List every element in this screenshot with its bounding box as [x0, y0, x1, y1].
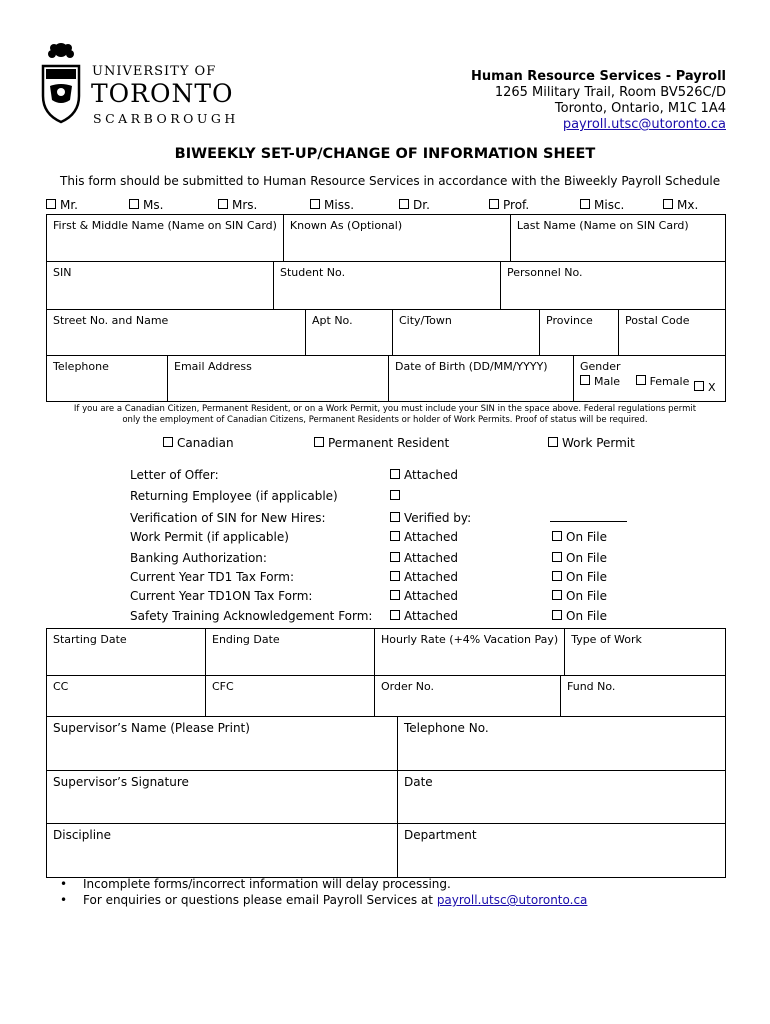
- supervisor-name-field[interactable]: Supervisor’s Name (Please Print): [47, 717, 398, 771]
- header-department: Human Resource Services - Payroll: [471, 69, 726, 84]
- sin-notice-line-2: only the employment of Canadian Citizens, Permanent Residents or holder of Work Permits. Proof of status will be required.: [122, 415, 648, 425]
- logo-text-toronto: TORONTO: [91, 79, 234, 108]
- salutation-dr[interactable]: Dr.: [399, 198, 430, 212]
- checkbox-icon[interactable]: [218, 199, 228, 209]
- salutation-prof[interactable]: Prof.: [489, 198, 529, 212]
- cfc-field[interactable]: CFC: [206, 676, 375, 717]
- doc-option-on-file[interactable]: On File: [552, 530, 607, 544]
- gender-male-option[interactable]: Male: [580, 375, 620, 388]
- personal-info-row-2: [46, 261, 726, 310]
- cc-field[interactable]: CC: [47, 676, 206, 717]
- doc-option-on-file[interactable]: On File: [552, 589, 607, 603]
- personal-info-row-1: [46, 214, 726, 262]
- first-middle-name-field[interactable]: First & Middle Name (Name on SIN Card): [47, 215, 284, 262]
- checkbox-icon[interactable]: [390, 512, 400, 522]
- doc-label-banking: Banking Authorization:: [130, 551, 267, 565]
- checkbox-icon[interactable]: [663, 199, 673, 209]
- salutation-miss[interactable]: Miss.: [310, 198, 354, 212]
- doc-option-on-file[interactable]: On File: [552, 570, 607, 584]
- supervisor-signature-field[interactable]: Supervisor’s Signature: [47, 771, 398, 824]
- checkbox-icon[interactable]: [390, 490, 400, 500]
- footer-note-2: [83, 893, 587, 907]
- doc-option-attached[interactable]: Attached: [390, 589, 458, 603]
- province-field[interactable]: Province: [540, 310, 619, 356]
- doc-option-on-file[interactable]: On File: [552, 609, 607, 623]
- street-field[interactable]: Street No. and Name: [47, 310, 306, 356]
- discipline-field[interactable]: Discipline: [47, 824, 398, 878]
- status-permanent-resident[interactable]: Permanent Resident: [314, 436, 449, 450]
- checkbox-icon[interactable]: [552, 552, 562, 562]
- logo-text-university-of: UNIVERSITY OF: [92, 64, 217, 79]
- employment-row-1: [46, 628, 726, 676]
- email-field[interactable]: Email Address: [168, 356, 389, 402]
- checkbox-icon[interactable]: [310, 199, 320, 209]
- checkbox-icon[interactable]: [636, 375, 646, 385]
- employment-row-2: [46, 675, 726, 717]
- header-address-2: Toronto, Ontario, M1C 1A4: [554, 101, 726, 116]
- doc-option-attached[interactable]: Attached: [390, 530, 458, 544]
- checkbox-icon[interactable]: [580, 375, 590, 385]
- type-of-work-field[interactable]: Type of Work: [565, 629, 726, 676]
- checkbox-icon[interactable]: [399, 199, 409, 209]
- header-email-link[interactable]: payroll.utsc@utoronto.ca: [562, 117, 726, 132]
- checkbox-icon[interactable]: [390, 469, 400, 479]
- checkbox-icon[interactable]: [390, 531, 400, 541]
- footer-email-link[interactable]: payroll.utsc@utoronto.ca: [436, 893, 588, 907]
- salutation-mrs[interactable]: Mrs.: [218, 198, 257, 212]
- checkbox-icon[interactable]: [552, 571, 562, 581]
- city-field[interactable]: City/Town: [393, 310, 540, 356]
- salutation-mx[interactable]: Mx.: [663, 198, 698, 212]
- ending-date-field[interactable]: Ending Date: [206, 629, 375, 676]
- doc-option-returning[interactable]: [390, 489, 404, 503]
- doc-label-returning-employee: Returning Employee (if applicable): [130, 489, 338, 503]
- checkbox-icon[interactable]: [390, 610, 400, 620]
- doc-option-verified-by[interactable]: Verified by:: [390, 511, 471, 525]
- date-field[interactable]: Date: [398, 771, 726, 824]
- doc-label-letter-of-offer: Letter of Offer:: [130, 468, 219, 482]
- sin-field[interactable]: SIN: [47, 262, 274, 310]
- doc-option-attached[interactable]: Attached: [390, 609, 458, 623]
- supervisor-telephone-field[interactable]: Telephone No.: [398, 717, 726, 771]
- date-of-birth-field[interactable]: Date of Birth (DD/MM/YYYY): [389, 356, 574, 402]
- checkbox-icon[interactable]: [390, 552, 400, 562]
- supervisor-table: [46, 716, 726, 878]
- header-address-1: 1265 Military Trail, Room BV526C/D: [494, 85, 726, 100]
- salutation-mr[interactable]: Mr.: [46, 198, 78, 212]
- footer-note-2-text: For enquiries or questions please email Payroll Services at: [83, 893, 437, 907]
- status-work-permit[interactable]: Work Permit: [548, 436, 635, 450]
- checkbox-icon[interactable]: [694, 381, 704, 391]
- checkbox-icon[interactable]: [390, 571, 400, 581]
- doc-label-td1: Current Year TD1 Tax Form:: [130, 570, 295, 584]
- doc-label-work-permit: Work Permit (if applicable): [130, 530, 289, 544]
- gender-label: Gender: [580, 360, 621, 373]
- bullet-icon: •: [60, 877, 68, 891]
- gender-x-option[interactable]: X: [694, 381, 716, 394]
- university-crest-icon: [40, 40, 82, 130]
- checkbox-icon[interactable]: [390, 590, 400, 600]
- gender-field: [574, 356, 726, 402]
- telephone-field[interactable]: Telephone: [47, 356, 168, 402]
- checkbox-icon[interactable]: [552, 531, 562, 541]
- checkbox-icon[interactable]: [552, 590, 562, 600]
- gender-female-option[interactable]: Female: [636, 375, 690, 388]
- bullet-icon: •: [60, 893, 68, 907]
- checkbox-icon[interactable]: [129, 199, 139, 209]
- intro-text: This form should be submitted to Human Resource Services in accordance with the Biweekly Payroll Schedule: [60, 174, 721, 188]
- doc-label-td1on: Current Year TD1ON Tax Form:: [130, 589, 313, 603]
- doc-option-attached[interactable]: Attached: [390, 570, 458, 584]
- student-no-field[interactable]: Student No.: [274, 262, 501, 310]
- doc-label-safety-training: Safety Training Acknowledgement Form:: [130, 609, 373, 623]
- known-as-field[interactable]: Known As (Optional): [283, 215, 510, 262]
- sin-notice-line-1: If you are a Canadian Citizen, Permanent Resident, or on a Work Permit, you must include your SIN in the space above. Federal regulations permit: [73, 404, 697, 414]
- postal-code-field[interactable]: Postal Code: [619, 310, 726, 356]
- starting-date-field[interactable]: Starting Date: [47, 629, 206, 676]
- footer-note-1: Incomplete forms/incorrect information will delay processing.: [83, 877, 451, 891]
- logo-text-scarborough: SCARBOROUGH: [93, 111, 239, 126]
- checkbox-icon[interactable]: [163, 437, 173, 447]
- personal-info-row-4: [46, 355, 726, 402]
- checkbox-icon[interactable]: [548, 437, 558, 447]
- doc-option-attached[interactable]: Attached: [390, 468, 458, 482]
- checkbox-icon[interactable]: [552, 610, 562, 620]
- doc-label-sin-verification: Verification of SIN for New Hires:: [130, 511, 326, 525]
- checkbox-icon[interactable]: [580, 199, 590, 209]
- last-name-field[interactable]: Last Name (Name on SIN Card): [510, 215, 725, 262]
- personal-info-row-3: [46, 309, 726, 356]
- department-field[interactable]: Department: [398, 824, 726, 878]
- status-canadian[interactable]: Canadian: [163, 436, 234, 450]
- checkbox-icon[interactable]: [314, 437, 324, 447]
- checkbox-icon[interactable]: [46, 199, 56, 209]
- personnel-no-field[interactable]: Personnel No.: [501, 262, 726, 310]
- checkbox-icon[interactable]: [489, 199, 499, 209]
- verified-by-signature-line[interactable]: [550, 521, 627, 522]
- salutation-ms[interactable]: Ms.: [129, 198, 163, 212]
- fund-no-field[interactable]: Fund No.: [561, 676, 726, 717]
- salutation-misc[interactable]: Misc.: [580, 198, 624, 212]
- apt-no-field[interactable]: Apt No.: [306, 310, 393, 356]
- doc-option-on-file[interactable]: On File: [552, 551, 607, 565]
- form-title: BIWEEKLY SET-UP/CHANGE OF INFORMATION SHEET: [174, 146, 596, 162]
- doc-option-attached[interactable]: Attached: [390, 551, 458, 565]
- order-no-field[interactable]: Order No.: [375, 676, 561, 717]
- hourly-rate-field[interactable]: Hourly Rate (+4% Vacation Pay): [375, 629, 565, 676]
